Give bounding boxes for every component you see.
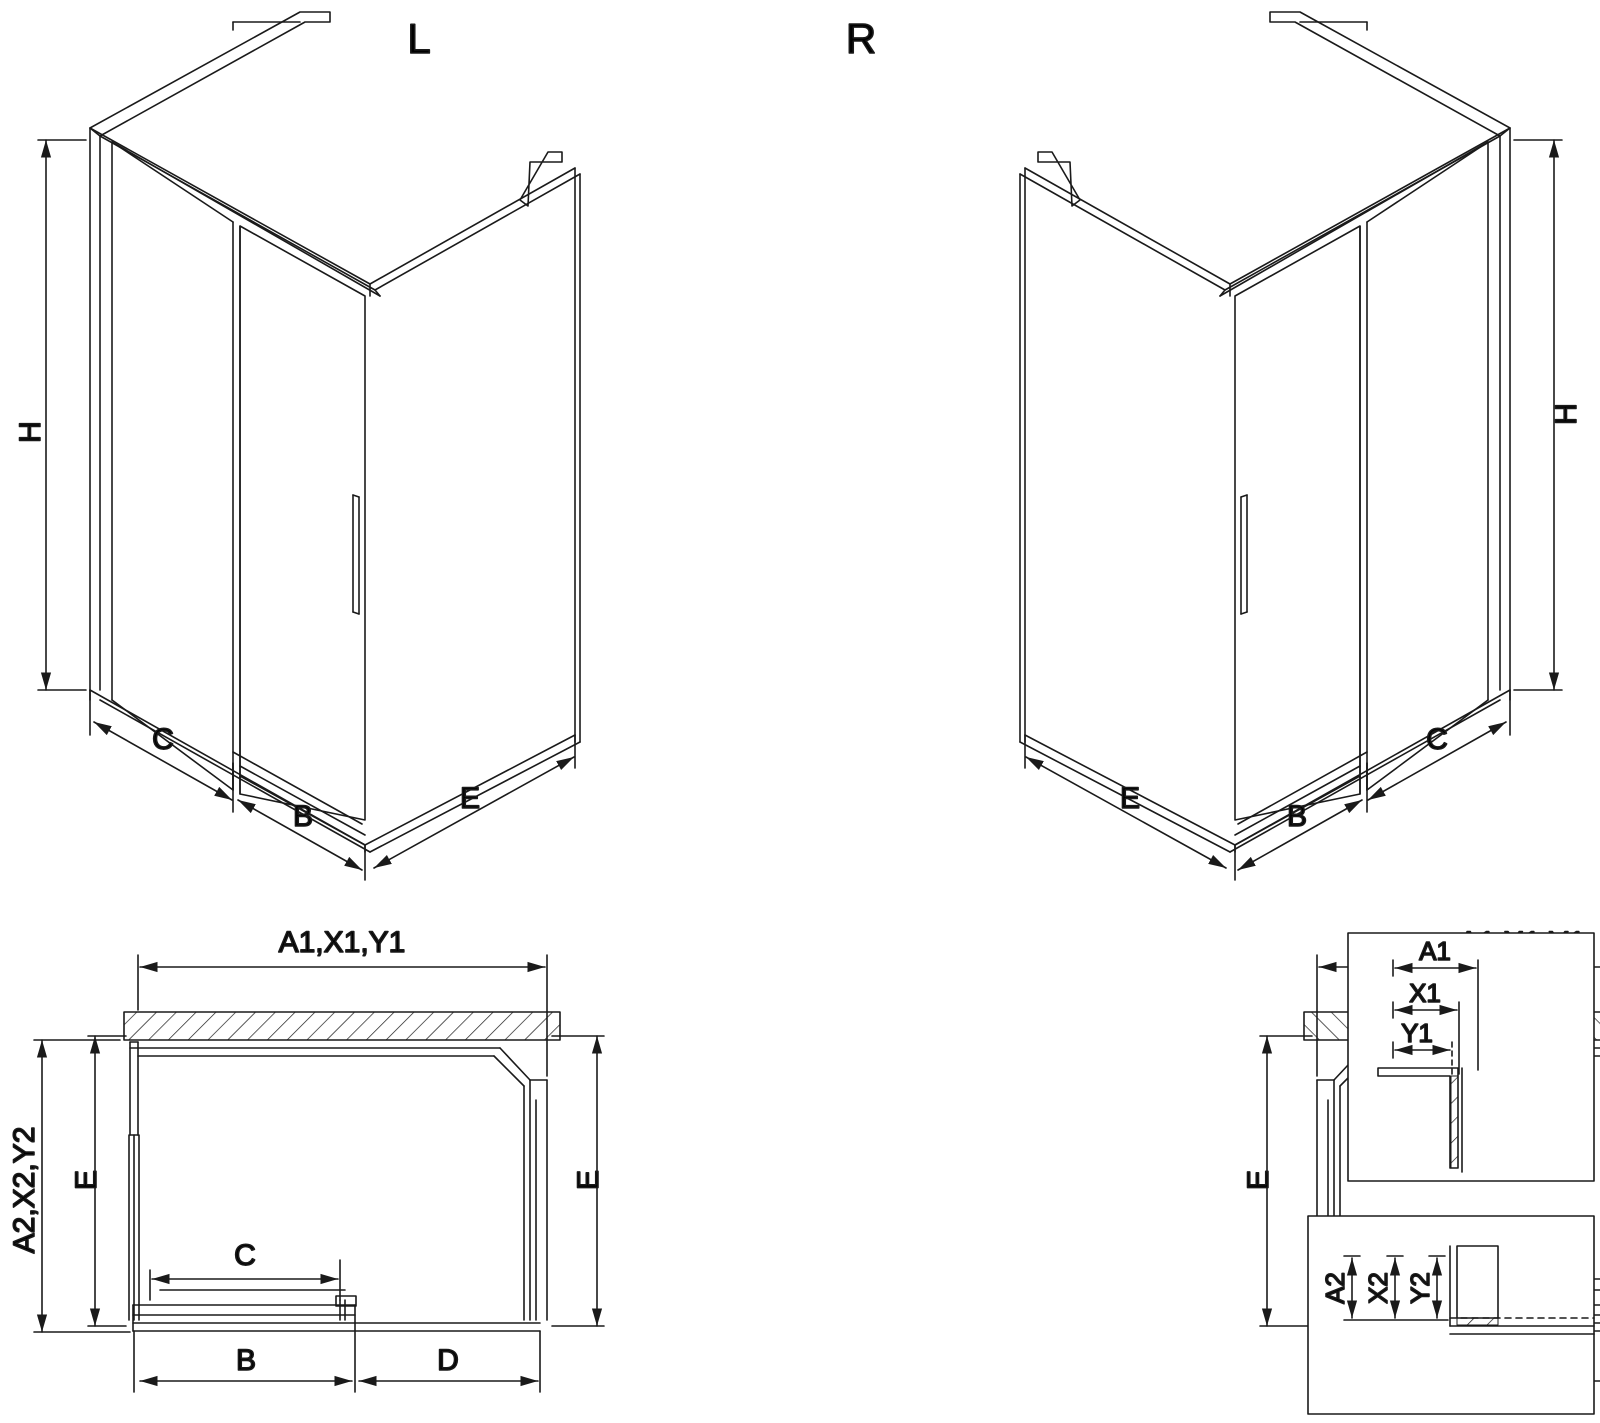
plan-left-label-B: B (235, 1343, 257, 1377)
plan-left-label-E-right: E (571, 1169, 605, 1191)
plan-left-label-E-left: E (69, 1169, 103, 1191)
detail-top-label-Y1: Y1 (1401, 1017, 1433, 1048)
detail-view-top (1348, 933, 1594, 1181)
plan-left-label-D: D (437, 1343, 459, 1377)
iso-right-label-H: H (1549, 403, 1583, 425)
detail-top-label-X1: X1 (1409, 977, 1441, 1008)
detail-bottom-label-A2: A2 (1319, 1272, 1350, 1304)
iso-right-label-C: C (1426, 722, 1448, 756)
iso-left-handing-label: L (407, 15, 431, 63)
detail-top-label-A1: A1 (1419, 935, 1451, 966)
iso-right-handing-label: R (845, 15, 877, 63)
detail-view-bottom (1308, 1216, 1594, 1414)
plan-right-label-E-left: E (1241, 1169, 1275, 1191)
iso-left-label-C: C (152, 722, 174, 756)
plan-left-label-A1X1Y1: A1,X1,Y1 (278, 925, 406, 959)
iso-left-label-B: B (292, 799, 314, 833)
iso-left-label-H: H (13, 421, 47, 443)
plan-left-label-C: C (234, 1238, 256, 1272)
iso-left-label-E: E (459, 781, 481, 815)
detail-bottom-label-Y2: Y2 (1404, 1272, 1435, 1304)
plan-view-left (124, 1012, 560, 1331)
plan-left-label-A2X2Y2: A2,X2,Y2 (7, 1126, 41, 1254)
iso-right-label-E: E (1119, 781, 1141, 815)
iso-right-label-B: B (1286, 799, 1308, 833)
iso-left-dim-height (38, 140, 86, 690)
detail-bottom-label-X2: X2 (1362, 1272, 1393, 1304)
